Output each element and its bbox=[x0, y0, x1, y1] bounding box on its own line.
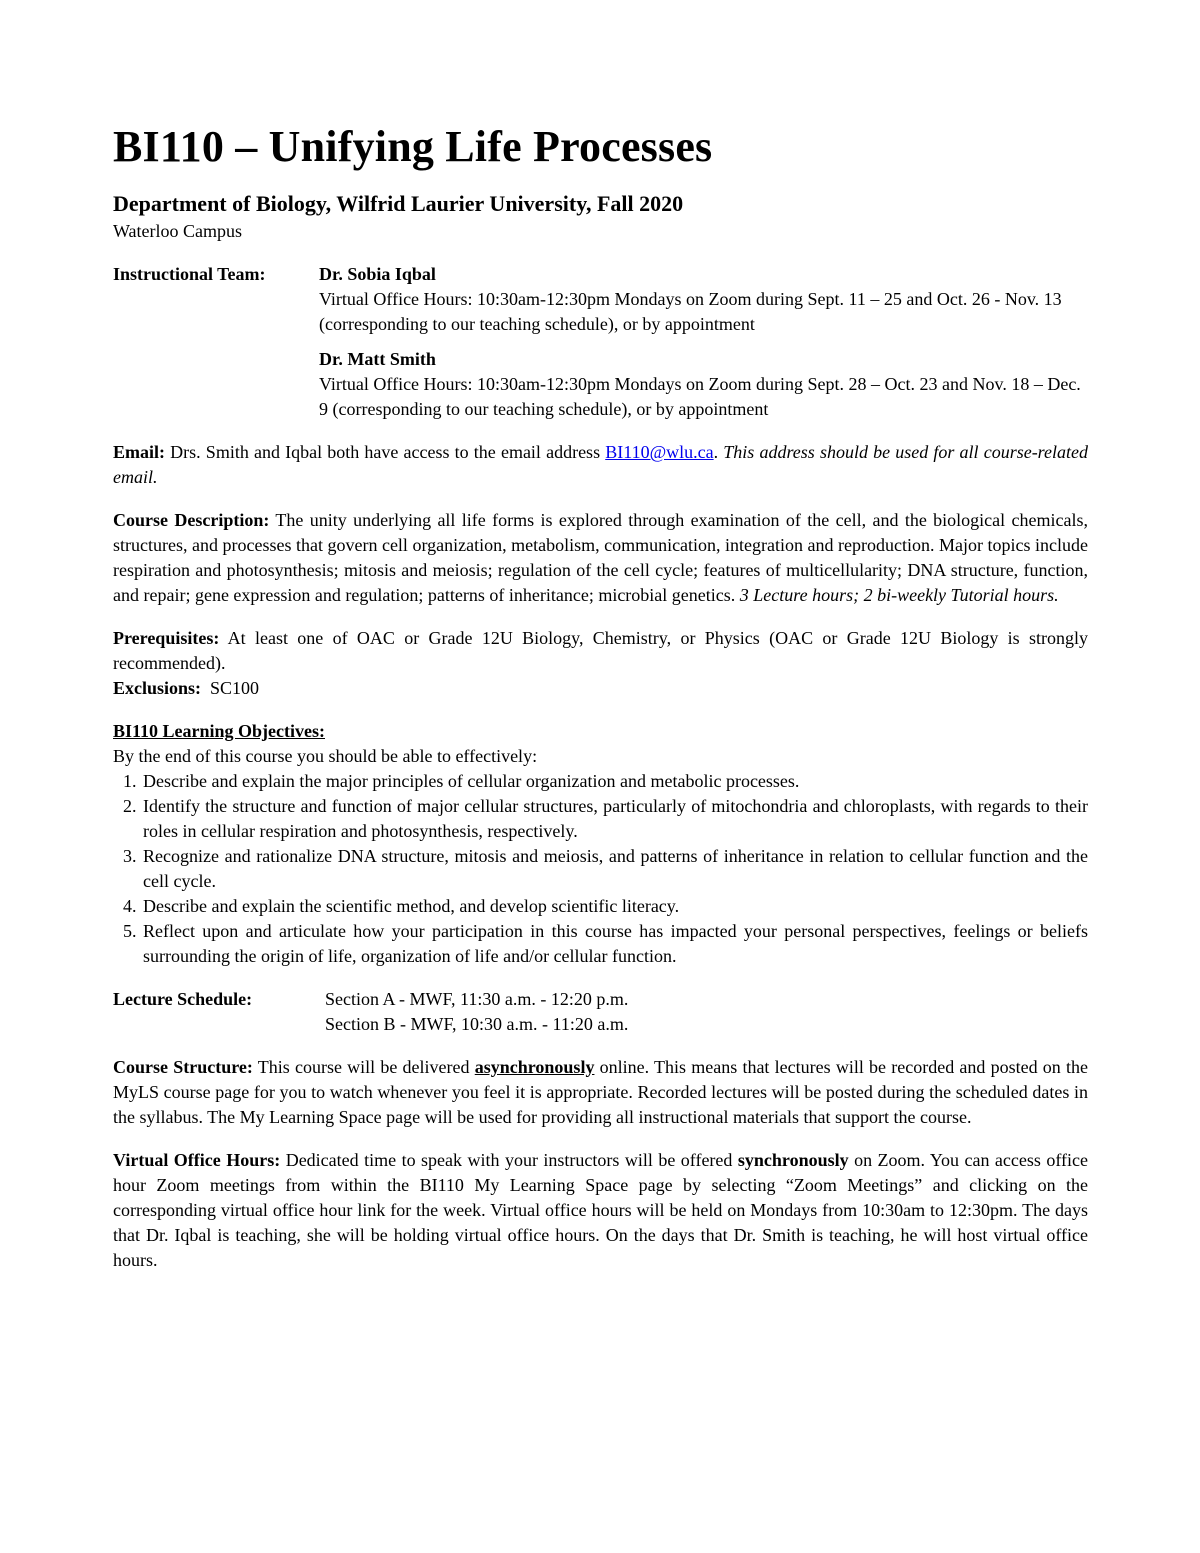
list-item: 5. Reflect upon and articulate how your participation in this course has impacted your personal perspectives, feelings or beliefs surrounding the origin of life, organization of life and/or cellular function. bbox=[141, 919, 1088, 969]
course-hours: 3 Lecture hours; 2 bi-weekly Tutorial hours. bbox=[739, 585, 1059, 605]
objectives-intro: By the end of this course you should be able to effectively: bbox=[113, 746, 538, 766]
document-page bbox=[113, 118, 1088, 1291]
virtual-office-hours-after: on Zoom. You can access office hour Zoom meetings from within the BI110 My Learning Space page by selecting “Zoom Meetings” and clicking on the corresponding virtual office hour link for the week. Virtual office hours will be held on Mondays from 10:30am to 12:30pm. The days that Dr. Iqbal is teaching, she will be holding virtual office hours. On the days that Dr. Smith is teaching, he will host virtual office hours. bbox=[113, 1150, 1089, 1270]
list-item: 2. Identify the structure and function of major cellular structures, particularly of mitochondria and chloroplasts, with regards to their roles in cellular respiration and photosynthesis, respectively. bbox=[141, 794, 1088, 844]
course-structure-after: online. This means that lectures will be recorded and posted on the MyLS course page for you to watch whenever you feel it is appropriate. Recorded lectures will be posted during the scheduled dates in the syllabus. The My Learning Space page will be used for providing all instructional materials that support the course. bbox=[113, 1057, 1089, 1127]
instructor-smith bbox=[319, 347, 1088, 422]
prerequisites-label: Prerequisites: bbox=[113, 628, 220, 648]
course-structure-label: Course Structure: bbox=[113, 1057, 253, 1077]
email-paragraph bbox=[113, 440, 1088, 490]
course-structure-emphasis: asynchronously bbox=[474, 1057, 595, 1077]
lecture-sections bbox=[325, 987, 1088, 1037]
lecture-section: Section A - MWF, 11:30 a.m. - 12:20 p.m. bbox=[325, 989, 629, 1009]
instructor-list bbox=[319, 262, 1088, 422]
objectives-list bbox=[113, 769, 1088, 969]
lecture-section: Section B - MWF, 10:30 a.m. - 11:20 a.m. bbox=[325, 1014, 629, 1034]
virtual-office-hours-before: Dedicated time to speak with your instructors will be offered bbox=[280, 1150, 738, 1170]
prerequisites-text: At least one of OAC or Grade 12U Biology, Chemistry, or Physics (OAC or Grade 12U Biology is strongly recommended). bbox=[113, 628, 1088, 673]
exclusions bbox=[113, 676, 1088, 701]
email-label: Email: bbox=[113, 442, 165, 462]
list-item: 4. Describe and explain the scientific method, and develop scientific literacy. bbox=[141, 894, 1088, 919]
list-item: 1. Describe and explain the major principles of cellular organization and metabolic processes. bbox=[141, 769, 1088, 794]
virtual-office-hours-emphasis: synchronously bbox=[737, 1150, 849, 1170]
virtual-office-hours-label: Virtual Office Hours: bbox=[113, 1150, 281, 1170]
virtual-office-hours bbox=[113, 1148, 1088, 1273]
email-after: . bbox=[713, 442, 724, 462]
department-subtitle: Department of Biology, Wilfrid Laurier University, Fall 2020 bbox=[113, 191, 684, 216]
email-text: Drs. Smith and Iqbal both have access to the email address bbox=[165, 442, 606, 462]
exclusions-text: SC100 bbox=[201, 678, 260, 698]
email-note: This address should be used for all course-related email. bbox=[113, 442, 1089, 487]
campus-line: Waterloo Campus bbox=[113, 221, 243, 241]
lecture-schedule-label: Lecture Schedule: bbox=[113, 989, 253, 1009]
course-description-label: Course Description: bbox=[113, 510, 270, 530]
instructor-office-hours: Virtual Office Hours: 10:30am-12:30pm Mondays on Zoom during Sept. 28 – Oct. 23 and Nov. 18 – Dec. 9 (corresponding to our teaching schedule), or by appointment bbox=[319, 374, 1081, 419]
course-structure bbox=[113, 1055, 1088, 1130]
instructor-office-hours: Virtual Office Hours: 10:30am-12:30pm Mondays on Zoom during Sept. 11 – 25 and Oct. 26 - Nov. 13 (corresponding to our teaching schedule), or by appointment bbox=[319, 289, 1062, 334]
lecture-schedule bbox=[113, 987, 1088, 1037]
objectives-heading: BI110 Learning Objectives: bbox=[113, 721, 325, 741]
course-description bbox=[113, 508, 1088, 608]
exclusions-label: Exclusions: bbox=[113, 678, 202, 698]
instructor-iqbal bbox=[319, 262, 1088, 337]
instructor-name: Dr. Matt Smith bbox=[319, 349, 436, 369]
prerequisites bbox=[113, 626, 1088, 676]
course-title: BI110 – Unifying Life Processes bbox=[113, 122, 713, 171]
course-description-text: The unity underlying all life forms is explored through examination of the cell, and the biological chemicals, structures, and processes that govern cell organization, metabolism, communication, integration and reproduction. Major topics include respiration and photosynthesis; mitosis and meiosis; regulation of the cell cycle; features of multicellularity; DNA structure, function, and repair; gene expression and regulation; patterns of inheritance; microbial genetics. bbox=[113, 510, 1088, 605]
list-item: 3. Recognize and rationalize DNA structure, mitosis and meiosis, and patterns of inheritance in relation to cellular function and the cell cycle. bbox=[141, 844, 1088, 894]
email-link[interactable]: BI110@wlu.ca bbox=[605, 442, 714, 462]
instructor-name: Dr. Sobia Iqbal bbox=[319, 264, 436, 284]
instructional-team bbox=[113, 262, 1088, 422]
course-structure-before: This course will be delivered bbox=[252, 1057, 475, 1077]
instructional-team-label: Instructional Team: bbox=[113, 264, 266, 284]
